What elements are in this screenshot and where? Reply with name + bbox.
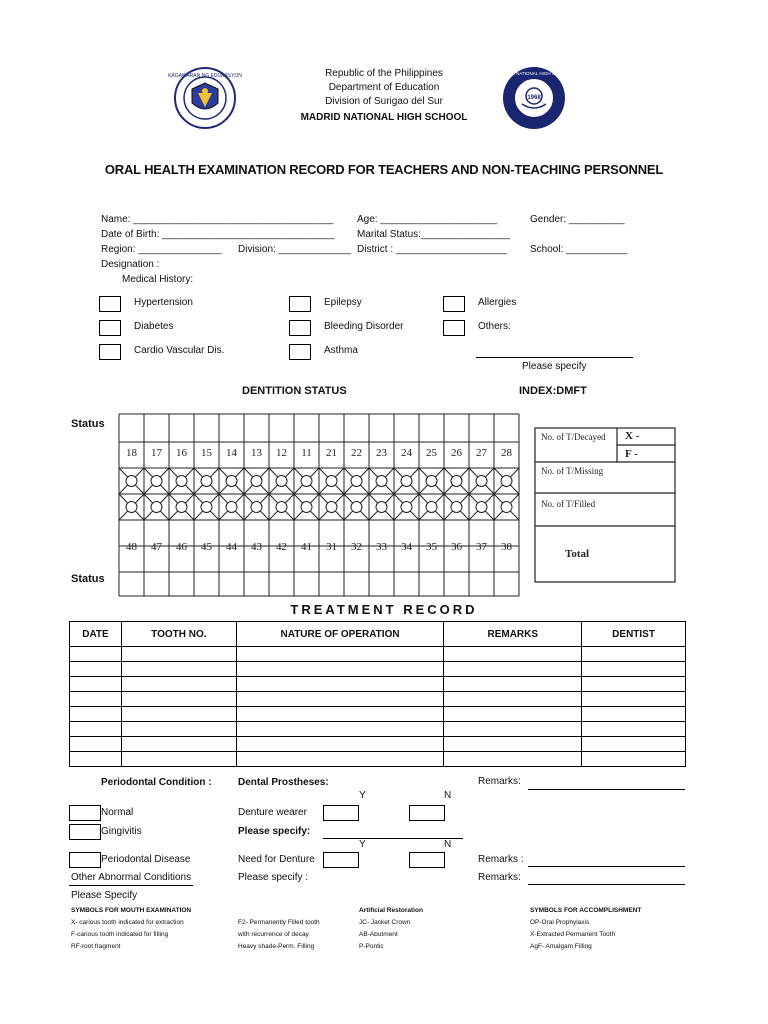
asthma-checkbox[interactable]	[289, 344, 311, 360]
tooth-lower-33: 33	[376, 541, 387, 553]
table-row	[70, 647, 686, 662]
tooth-lower-31: 31	[326, 541, 337, 553]
symbol-x: X- carious tooth indicated for extraction	[71, 919, 184, 926]
tooth-upper-22: 22	[351, 447, 362, 459]
please-specify-need-label: Please specify :	[238, 872, 309, 883]
bleeding-disorder-label: Bleeding Disorder	[324, 321, 404, 332]
table-cell[interactable]	[582, 752, 686, 767]
table-cell[interactable]	[70, 722, 122, 737]
symbol-jc: JC- Jacket Crown	[359, 919, 411, 926]
symbol-f2: F2- Permanently Filled tooth	[238, 919, 320, 926]
table-cell[interactable]	[582, 662, 686, 677]
table-cell[interactable]	[444, 752, 582, 767]
tooth-upper-18: 18	[126, 447, 137, 459]
name-field[interactable]: Name: ____________________________________	[101, 214, 334, 225]
region-field[interactable]: Region: _______________	[101, 244, 222, 255]
dental-chart	[117, 410, 677, 600]
dmft-x-label: X -	[625, 430, 640, 442]
table-cell[interactable]	[444, 707, 582, 722]
please-specify-periodontal-label: Please Specify	[71, 890, 138, 901]
table-cell[interactable]	[121, 692, 236, 707]
tooth-lower-42: 42	[276, 541, 287, 553]
table-row	[70, 677, 686, 692]
col-nature-of-operation: NATURE OF OPERATION	[236, 622, 444, 647]
tooth-lower-45: 45	[201, 541, 212, 553]
tooth-lower-41: 41	[301, 541, 312, 553]
symbol-heavy-shade: Heavy shade-Perm. Filling	[238, 943, 315, 950]
please-specify-label: Please specify	[522, 361, 587, 372]
table-cell[interactable]	[70, 707, 122, 722]
symbol-op: OP-Oral Prophylaxis	[530, 919, 590, 926]
dmft-f-label: F -	[625, 448, 638, 460]
gingivitis-label: Gingivitis	[101, 826, 142, 837]
header-line-3: Division of Surigao del Sur	[325, 96, 443, 107]
table-cell[interactable]	[70, 752, 122, 767]
status-bottom-label: Status	[71, 573, 105, 585]
symbol-f: F-carious tooth indicated for filling	[71, 931, 169, 938]
dob-field[interactable]: Date of Birth: _______________________________	[101, 229, 335, 240]
table-cell[interactable]	[236, 722, 444, 737]
division-field[interactable]: Division: _____________	[238, 244, 351, 255]
table-cell[interactable]	[444, 647, 582, 662]
school-field[interactable]: School: ___________	[530, 244, 628, 255]
tooth-upper-28: 28	[501, 447, 512, 459]
please-specify-prostheses-label: Please specify:	[238, 826, 311, 837]
gingivitis-checkbox[interactable]	[69, 824, 101, 840]
tooth-upper-23: 23	[376, 447, 387, 459]
tooth-lower-43: 43	[251, 541, 262, 553]
tooth-lower-32: 32	[351, 541, 362, 553]
prostheses-n-label: N	[444, 790, 452, 801]
tooth-lower-46: 46	[176, 541, 187, 553]
others-label: Others:	[478, 321, 511, 332]
others-specify-line[interactable]	[476, 357, 633, 358]
denture-wearer-y-box[interactable]	[323, 805, 359, 821]
remarks-3-line[interactable]	[528, 884, 685, 885]
epilepsy-label: Epilepsy	[324, 297, 362, 308]
other-abnormal-line[interactable]	[69, 885, 193, 886]
table-row	[70, 752, 686, 767]
table-cell[interactable]	[70, 692, 122, 707]
symbol-f2-recurrence: with recurrence of decay	[238, 931, 309, 938]
symbols-artificial-heading: Artificial Restoration	[359, 907, 423, 914]
district-field[interactable]: District : ____________________	[357, 244, 508, 255]
table-cell[interactable]	[582, 722, 686, 737]
asthma-label: Asthma	[324, 345, 358, 356]
tooth-upper-16: 16	[176, 447, 187, 459]
table-cell[interactable]	[121, 752, 236, 767]
table-cell[interactable]	[236, 692, 444, 707]
symbols-accomplishment-heading: SYMBOLS FOR ACCOMPLISHMENT	[530, 907, 642, 914]
table-cell[interactable]	[121, 737, 236, 752]
need-denture-n-box[interactable]	[409, 852, 445, 868]
denture-wearer-label: Denture wearer	[238, 807, 307, 818]
symbol-ab: AB-Abutment	[359, 931, 398, 938]
dentition-status-heading: DENTITION STATUS	[242, 385, 347, 397]
table-cell[interactable]	[121, 647, 236, 662]
table-cell[interactable]	[121, 707, 236, 722]
dmft-index-heading: INDEX:DMFT	[519, 385, 587, 397]
remarks-2-line[interactable]	[528, 866, 685, 867]
table-cell[interactable]	[236, 737, 444, 752]
remarks-3-label: Remarks:	[478, 872, 521, 883]
age-field[interactable]: Age: _____________________	[357, 214, 498, 225]
table-cell[interactable]	[582, 647, 686, 662]
cardio-label: Cardio Vascular Dis.	[134, 345, 225, 356]
table-cell[interactable]	[236, 647, 444, 662]
table-cell[interactable]	[582, 677, 686, 692]
periodontal-disease-checkbox[interactable]	[69, 852, 101, 868]
table-cell[interactable]	[236, 677, 444, 692]
svg-text:1968: 1968	[527, 95, 541, 101]
allergies-checkbox[interactable]	[443, 296, 465, 312]
table-cell[interactable]	[582, 692, 686, 707]
col-remarks: REMARKS	[444, 622, 582, 647]
allergies-label: Allergies	[478, 297, 517, 308]
cardio-checkbox[interactable]	[99, 344, 121, 360]
dmft-total-label: Total	[565, 548, 590, 560]
tooth-lower-38: 38	[501, 541, 512, 553]
dmft-decayed-label: No. of T/Decayed	[541, 432, 606, 442]
table-cell[interactable]	[70, 647, 122, 662]
tooth-lower-35: 35	[426, 541, 437, 553]
periodontal-heading: Periodontal Condition :	[101, 777, 212, 788]
tooth-upper-17: 17	[151, 447, 162, 459]
medical-history-label: Medical History:	[122, 274, 194, 285]
gender-field[interactable]: Gender: __________	[530, 214, 625, 225]
denture-wearer-n-box[interactable]	[409, 805, 445, 821]
table-cell[interactable]	[444, 722, 582, 737]
designation-label: Designation :	[101, 259, 160, 270]
tooth-lower-36: 36	[451, 541, 462, 553]
table-cell[interactable]	[444, 692, 582, 707]
tooth-upper-26: 26	[451, 447, 462, 459]
hypertension-label: Hypertension	[134, 297, 193, 308]
status-top-label: Status	[71, 418, 105, 430]
normal-checkbox[interactable]	[69, 805, 101, 821]
header-line-1: Republic of the Philippines	[325, 68, 443, 79]
epilepsy-checkbox[interactable]	[289, 296, 311, 312]
tooth-lower-37: 37	[476, 541, 487, 553]
tooth-upper-12: 12	[276, 447, 287, 459]
need-denture-y-box[interactable]	[323, 852, 359, 868]
table-cell[interactable]	[121, 722, 236, 737]
school-name: MADRID NATIONAL HIGH SCHOOL	[300, 112, 468, 123]
dmft-filled-label: No. of T/Filled	[541, 499, 596, 509]
symbols-mouth-heading: SYMBOLS FOR MOUTH EXAMINATION	[71, 907, 192, 914]
tooth-upper-24: 24	[401, 447, 412, 459]
treatment-header-row	[70, 622, 686, 647]
prostheses-n2-label: N	[444, 839, 452, 850]
svg-text:MADRID NATIONAL HIGH SCHOOL: MADRID NATIONAL HIGH SCHOOL	[497, 71, 571, 76]
remarks-1-label: Remarks:	[478, 776, 521, 787]
table-cell[interactable]	[121, 677, 236, 692]
symbol-rf: RF-root fragment	[71, 943, 121, 950]
col-tooth-no: TOOTH NO.	[121, 622, 236, 647]
remarks-1-line[interactable]	[528, 789, 685, 790]
symbol-extracted: X-Extracted Permanent Tooth	[530, 931, 616, 938]
other-abnormal-label: Other Abnormal Conditions	[71, 872, 192, 883]
tooth-upper-15: 15	[201, 447, 212, 459]
prostheses-y2-label: Y	[359, 839, 366, 850]
bleeding-disorder-checkbox[interactable]	[289, 320, 311, 336]
table-cell[interactable]	[582, 707, 686, 722]
tooth-lower-48: 48	[126, 541, 137, 553]
diabetes-label: Diabetes	[134, 321, 174, 332]
prostheses-heading: Dental Prostheses:	[238, 777, 329, 788]
hypertension-checkbox[interactable]	[99, 296, 121, 312]
prostheses-specify-line[interactable]	[323, 838, 463, 839]
table-row	[70, 707, 686, 722]
header-line-2: Department of Education	[328, 82, 440, 93]
diabetes-checkbox[interactable]	[99, 320, 121, 336]
table-cell[interactable]	[121, 662, 236, 677]
others-checkbox[interactable]	[443, 320, 465, 336]
table-row	[70, 722, 686, 737]
tooth-lower-47: 47	[151, 541, 162, 553]
symbol-agf: AgF- Amalgam Filling	[530, 943, 592, 950]
col-dentist: DENTIST	[582, 622, 686, 647]
table-row	[70, 737, 686, 752]
symbol-p: P-Pontic	[359, 943, 384, 950]
normal-label: Normal	[101, 807, 134, 818]
dmft-missing-label: No. of T/Missing	[541, 466, 604, 476]
prostheses-y-label: Y	[359, 790, 366, 801]
tooth-upper-25: 25	[426, 447, 437, 459]
table-row	[70, 692, 686, 707]
tooth-upper-14: 14	[226, 447, 237, 459]
tooth-lower-34: 34	[401, 541, 412, 553]
table-cell[interactable]	[236, 662, 444, 677]
need-for-denture-label: Need for Denture	[238, 854, 315, 865]
remarks-2-label: Remarks :	[478, 854, 524, 865]
periodontal-disease-label: Periodontal Disease	[101, 854, 191, 865]
table-cell[interactable]	[236, 752, 444, 767]
treatment-table	[69, 621, 686, 767]
tooth-upper-27: 27	[476, 447, 487, 459]
table-cell[interactable]	[70, 677, 122, 692]
tooth-lower-44: 44	[226, 541, 237, 553]
tooth-upper-11: 11	[301, 447, 312, 459]
table-cell[interactable]	[236, 707, 444, 722]
treatment-record-heading: TREATMENT RECORD	[290, 602, 478, 617]
table-row	[70, 662, 686, 677]
tooth-upper-13: 13	[251, 447, 262, 459]
table-cell[interactable]	[444, 677, 582, 692]
svg-text:KAGAWARAN NG EDUKASYON: KAGAWARAN NG EDUKASYON	[168, 73, 242, 79]
col-date: DATE	[70, 622, 122, 647]
table-cell[interactable]	[582, 737, 686, 752]
tooth-upper-21: 21	[326, 447, 337, 459]
table-cell[interactable]	[70, 662, 122, 677]
table-cell[interactable]	[444, 737, 582, 752]
table-cell[interactable]	[70, 737, 122, 752]
table-cell[interactable]	[444, 662, 582, 677]
page-title: ORAL HEALTH EXAMINATION RECORD FOR TEACHERS AND NON-TEACHING PERSONNEL	[104, 162, 664, 177]
marital-status-field[interactable]: Marital Status:________________	[357, 229, 510, 240]
